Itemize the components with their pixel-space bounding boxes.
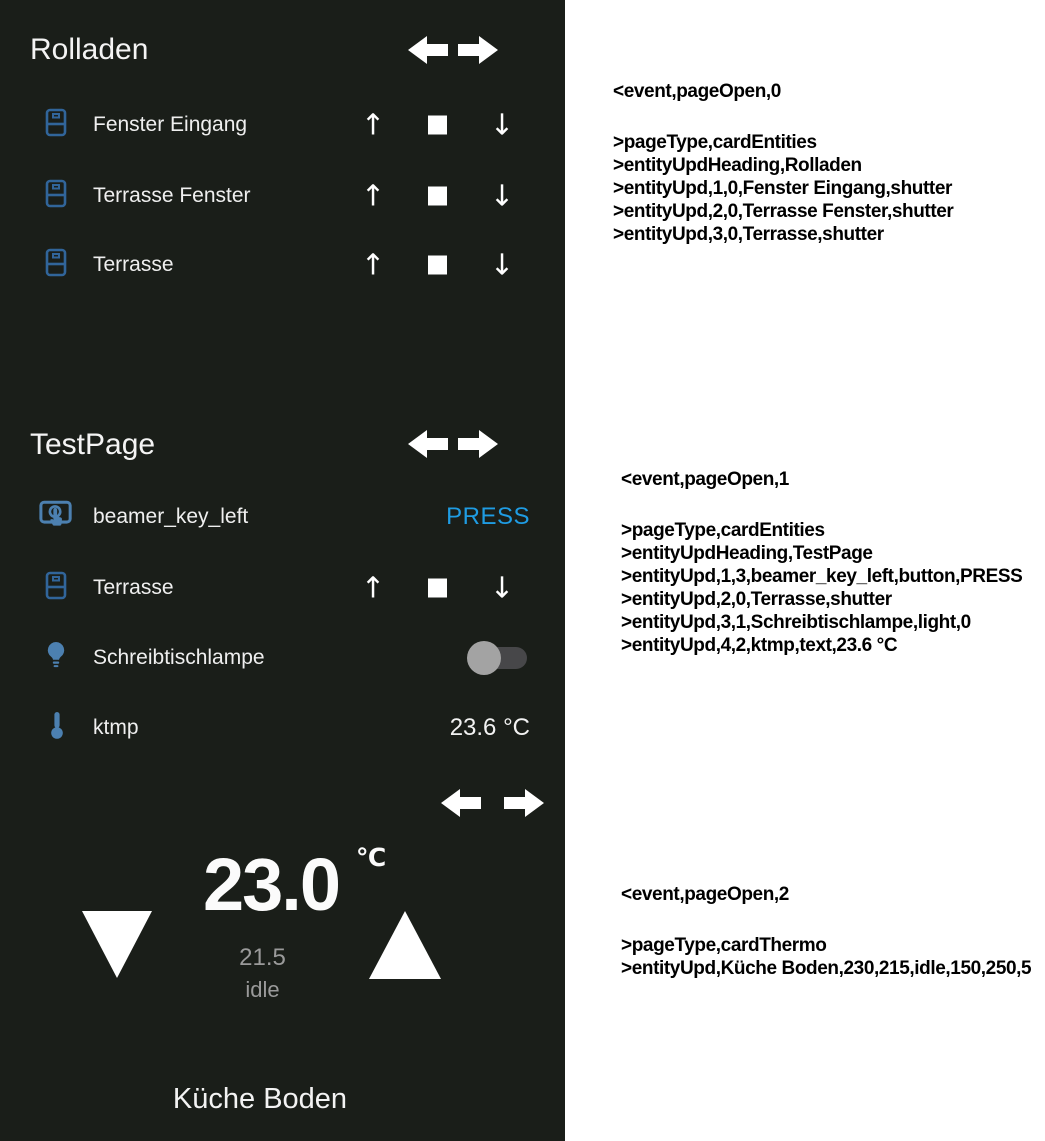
entity-row-fenster-eingang bbox=[0, 90, 565, 160]
page-title-rolladen: Rolladen bbox=[30, 33, 149, 66]
protocol-line: >pageType,cardThermo bbox=[621, 935, 827, 956]
shutter-icon bbox=[44, 248, 68, 283]
protocol-line: >pageType,cardEntities bbox=[621, 520, 825, 541]
press-button[interactable]: PRESS bbox=[446, 503, 530, 530]
entity-label: ktmp bbox=[93, 716, 139, 739]
entity-row-terrasse bbox=[0, 230, 565, 300]
page-next-button[interactable] bbox=[458, 427, 498, 461]
protocol-line: >entityUpd,2,0,Terrasse,shutter bbox=[621, 589, 892, 610]
shutter-up-icon[interactable]: ↑ bbox=[360, 570, 386, 605]
protocol-line: >entityUpd,3,1,Schreibtischlampe,light,0 bbox=[621, 612, 971, 633]
thermometer-icon bbox=[49, 711, 65, 746]
entity-row-terrasse-2 bbox=[0, 553, 565, 623]
temperature-value: 23.6 °C bbox=[449, 714, 530, 741]
thermostat-title: Küche Boden bbox=[172, 1083, 348, 1115]
shutter-icon bbox=[44, 179, 68, 214]
lightbulb-icon bbox=[44, 641, 68, 676]
protocol-line: >entityUpd,1,3,beamer_key_left,button,PRESS bbox=[621, 566, 1023, 587]
page-next-button[interactable] bbox=[504, 786, 544, 820]
entity-label: Terrasse bbox=[93, 576, 174, 599]
shutter-up-icon[interactable]: ↑ bbox=[360, 107, 386, 142]
protocol-block-page0 bbox=[613, 80, 953, 246]
protocol-line: >entityUpdHeading,Rolladen bbox=[613, 155, 862, 176]
entity-label: Terrasse Fenster bbox=[93, 184, 251, 207]
shutter-stop-icon[interactable] bbox=[428, 116, 447, 135]
protocol-line: >entityUpd,2,0,Terrasse Fenster,shutter bbox=[613, 201, 954, 222]
entity-label: Terrasse bbox=[93, 253, 174, 276]
entity-label: Fenster Eingang bbox=[93, 113, 248, 136]
arrow-right-bold-icon bbox=[458, 33, 498, 67]
gesture-tap-button-icon bbox=[39, 497, 73, 538]
current-temperature: 23.0 bbox=[203, 843, 340, 926]
shutter-up-icon[interactable]: ↑ bbox=[360, 247, 386, 282]
arrow-right-bold-icon bbox=[504, 786, 544, 820]
arrow-right-bold-icon bbox=[458, 427, 498, 461]
protocol-line: >pageType,cardEntities bbox=[613, 132, 817, 153]
protocol-block-page2 bbox=[621, 883, 1031, 980]
protocol-line: >entityUpd,1,0,Fenster Eingang,shutter bbox=[613, 178, 952, 199]
shutter-stop-icon[interactable] bbox=[428, 256, 447, 275]
arrow-left-bold-icon bbox=[408, 427, 448, 461]
page-next-button[interactable] bbox=[458, 33, 498, 67]
shutter-icon bbox=[44, 571, 68, 606]
light-toggle[interactable] bbox=[470, 647, 527, 669]
entity-label: Schreibtischlampe bbox=[93, 646, 265, 669]
shutter-stop-icon[interactable] bbox=[428, 187, 447, 206]
shutter-stop-icon[interactable] bbox=[428, 579, 447, 598]
temperature-unit: ℃ bbox=[356, 843, 387, 872]
entity-row-terrasse-fenster bbox=[0, 161, 565, 231]
protocol-line: >entityUpd,Küche Boden,230,215,idle,150,250,5 bbox=[621, 958, 1032, 979]
shutter-down-icon[interactable]: ↓ bbox=[489, 570, 515, 605]
entity-label: beamer_key_left bbox=[93, 505, 249, 528]
page-prev-button[interactable] bbox=[441, 786, 481, 820]
arrow-left-bold-icon bbox=[441, 786, 481, 820]
protocol-line: >entityUpdHeading,TestPage bbox=[621, 543, 873, 564]
hvac-state: idle bbox=[245, 977, 280, 1002]
protocol-block-page1 bbox=[621, 468, 1022, 657]
protocol-line: >entityUpd,3,0,Terrasse,shutter bbox=[613, 224, 884, 245]
entity-row-beamer-key-left bbox=[0, 482, 565, 552]
shutter-up-icon[interactable]: ↑ bbox=[360, 178, 386, 213]
arrow-left-bold-icon bbox=[408, 33, 448, 67]
entity-row-ktmp bbox=[0, 693, 565, 763]
shutter-down-icon[interactable]: ↓ bbox=[489, 178, 515, 213]
page-prev-button[interactable] bbox=[408, 33, 448, 67]
page-title-testpage: TestPage bbox=[30, 428, 156, 461]
page-prev-button[interactable] bbox=[408, 427, 448, 461]
shutter-down-icon[interactable]: ↓ bbox=[489, 247, 515, 282]
protocol-event-line: <event,pageOpen,0 bbox=[613, 81, 781, 102]
toggle-knob bbox=[467, 641, 501, 675]
shutter-down-icon[interactable]: ↓ bbox=[489, 107, 515, 142]
entity-row-schreibtischlampe bbox=[0, 623, 565, 693]
shutter-icon bbox=[44, 108, 68, 143]
protocol-event-line: <event,pageOpen,1 bbox=[621, 469, 789, 490]
target-temperature: 21.5 bbox=[239, 944, 286, 971]
protocol-line: >entityUpd,4,2,ktmp,text,23.6 °C bbox=[621, 635, 898, 656]
protocol-event-line: <event,pageOpen,2 bbox=[621, 884, 789, 905]
